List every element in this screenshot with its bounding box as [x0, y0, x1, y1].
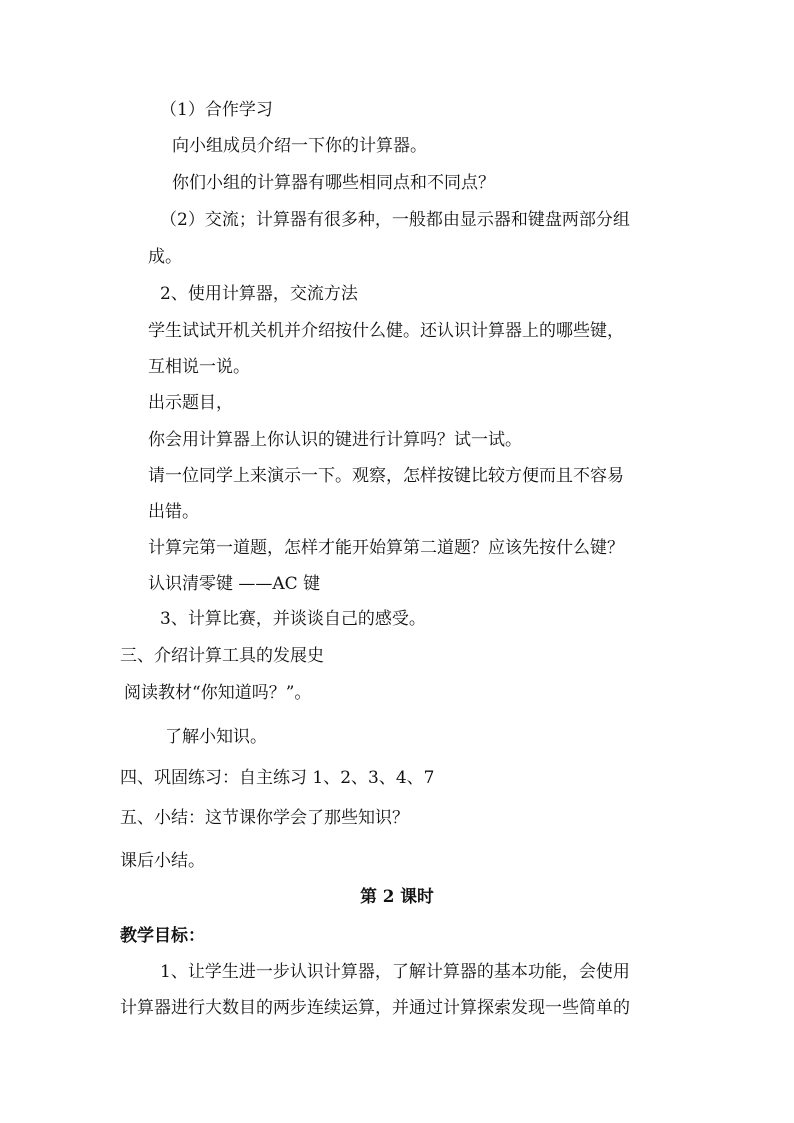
text-line: 阅读教材“你知道吗？”。: [124, 683, 312, 703]
text-line: 1、让学生进一步认识计算器，了解计算器的基本功能，会使用: [160, 962, 630, 982]
text-line: 请一位同学上来演示一下。观察，怎样按键比较方便而且不容易: [148, 466, 624, 486]
text-line: 成。: [148, 247, 182, 267]
text-line: 出示题目，: [148, 393, 233, 413]
text-line: 2、使用计算器，交流方法: [160, 284, 358, 304]
text-line: 出错。: [148, 502, 199, 522]
text-line: 三、介绍计算工具的发展史: [120, 646, 324, 666]
text-line: 认识清零键 ——AC 键: [148, 574, 321, 594]
text-line: （1）合作学习: [160, 100, 273, 120]
text-line: 学生试试开机关机并介绍按什么健。还认识计算器上的哪些键，: [148, 321, 624, 341]
text-line: 五、小结：这节课你学会了那些知识？: [120, 808, 409, 828]
text-line: 3、计算比赛，并谈谈自己的感受。: [160, 609, 426, 629]
text-line: 四、巩固练习：自主练习 1、2、3、4、7: [120, 768, 435, 788]
text-line: 向小组成员介绍一下你的计算器。: [172, 136, 427, 156]
text-line: 你们小组的计算器有哪些相同点和不同点？: [172, 173, 495, 193]
text-line: （2）交流；计算器有很多种，一般都由显示器和键盘两部分组: [160, 210, 630, 230]
section-heading: 第 2 课时: [360, 886, 434, 906]
text-line: 你会用计算器上你认识的键进行计算吗？试一试。: [148, 430, 522, 450]
text-line: 互相说一说。: [148, 357, 250, 377]
text-line: 计算器进行大数目的两步连续运算，并通过计算探索发现一些简单的: [120, 998, 630, 1018]
text-line: 了解小知识。: [165, 727, 267, 747]
subheading: 教学目标：: [120, 926, 205, 946]
text-line: 计算完第一道题，怎样才能开始算第二道题？应该先按什么键？: [148, 538, 624, 558]
text-line: 课后小结。: [120, 851, 205, 871]
